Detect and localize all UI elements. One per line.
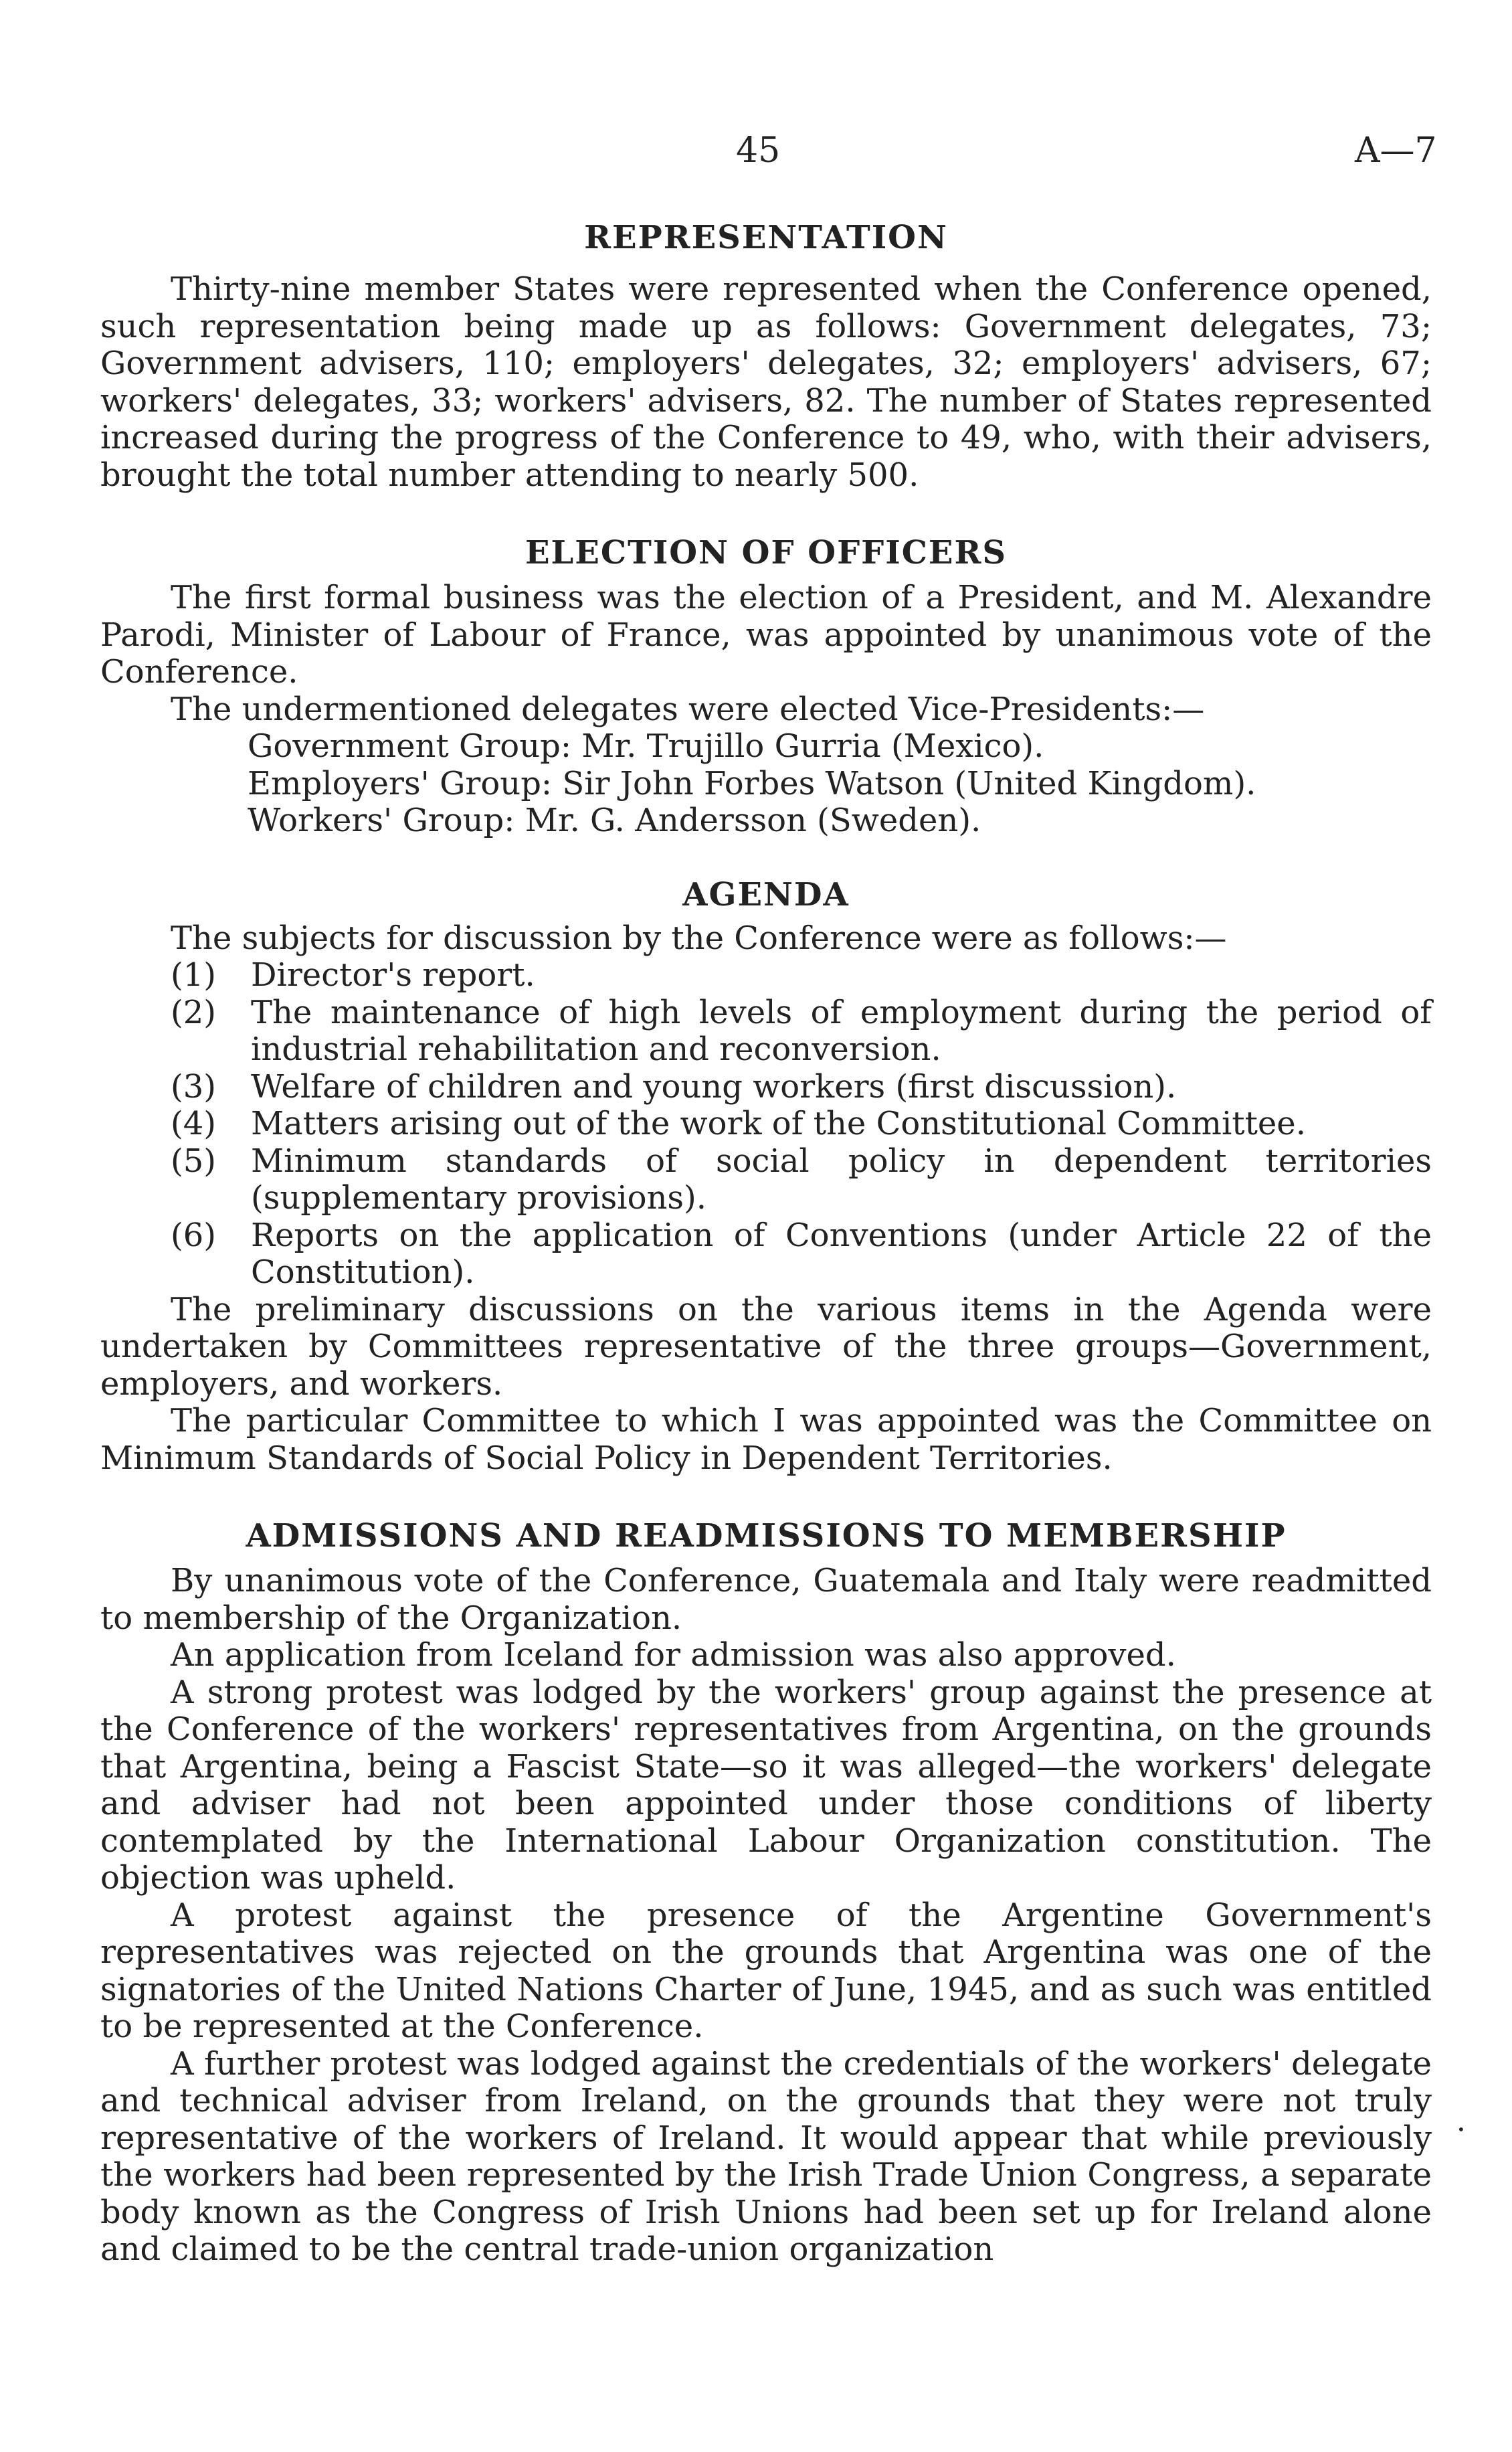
page-number: 45 — [736, 130, 781, 171]
agenda-item-number: (5) — [171, 1142, 216, 1180]
section-heading-representation: REPRESENTATION — [584, 219, 948, 256]
page-header — [0, 130, 1512, 177]
list-item — [171, 1217, 1432, 1292]
margin-mark: • — [1457, 2121, 1465, 2137]
vice-presidents-list — [248, 728, 1432, 840]
list-item: Employers' Group: Sir John Forbes Watson (United Kingdom). — [248, 764, 1256, 802]
list-item: Government Group: Mr. Trujillo Gurria (Mexico). — [248, 727, 1044, 765]
list-item — [171, 1106, 1432, 1143]
agenda-item-number: (2) — [171, 993, 216, 1031]
list-item — [171, 994, 1432, 1069]
agenda-item-text: Director's report. — [251, 956, 535, 994]
list-item: Workers' Group: Mr. G. Andersson (Sweden). — [248, 802, 981, 839]
agenda-item-number: (6) — [171, 1216, 216, 1254]
agenda-item-text: Reports on the application of Conventions (under Article 22 of the Constitution). — [251, 1216, 1432, 1291]
paragraph-admissions-2: An application from Iceland for admission was also approved. — [171, 1636, 1176, 1674]
paragraph-election-2: The undermentioned delegates were elected Vice-Presidents:— — [171, 690, 1205, 728]
paragraph-agenda-intro: The subjects for discussion by the Conference were as follows:— — [171, 919, 1227, 957]
list-item — [171, 1143, 1432, 1217]
agenda-item-text: Minimum standards of social policy in dependent territories (supplementary provisions). — [251, 1142, 1432, 1217]
document-reference: A—7 — [1355, 130, 1437, 171]
list-item — [171, 1069, 1432, 1106]
list-item — [171, 957, 1432, 994]
paragraph-admissions-4: A protest against the presence of the Argentine Government's representatives was rejected on the grounds that Argentina was one of the signatories of the United Nations Charter of June, 1945, and as such was entitled to be represented at the Conference. — [100, 1896, 1432, 2045]
agenda-item-text: The maintenance of high levels of employment during the period of industrial rehabilitation and reconversion. — [251, 993, 1432, 1068]
agenda-item-number: (3) — [171, 1067, 216, 1106]
paragraph-admissions-1: By unanimous vote of the Conference, Guatemala and Italy were readmitted to membership of the Organization. — [100, 1562, 1432, 1637]
paragraph-election-1: The first formal business was the election of a President, and M. Alexandre Parodi, Minister of Labour of France, was appointed by unanimous vote of the Conference. — [100, 579, 1432, 691]
paragraph-admissions-5: A further protest was lodged against the credentials of the workers' delegate and technical adviser from Ireland, on the grounds that they were not truly representative of the workers of Ireland. It would appear that while previously the workers had been represented by the Irish Trade Union Congress, a separate body known as the Congress of Irish Unions had been set up for Ireland alone and claimed to be the central trade-union organization — [100, 2044, 1432, 2268]
paragraph-admissions-3: A strong protest was lodged by the workers' group against the presence at the Conference of the workers' representatives from Argentina, on the grounds that Argentina, being a Fascist State—so it was alleged—the workers' delegate and adviser had not been appointed under those conditions of liberty contemplated by the International Labour Organization constitution. The objection was upheld. — [100, 1673, 1432, 1897]
paragraph-agenda-1: The preliminary discussions on the various items in the Agenda were undertaken by Committees representative of the three groups—Government, employers, and workers. — [100, 1290, 1432, 1403]
agenda-item-text: Matters arising out of the work of the Constitutional Committee. — [251, 1105, 1306, 1142]
agenda-list — [171, 957, 1432, 1292]
page-content — [100, 217, 1432, 2269]
agenda-item-number: (4) — [171, 1105, 216, 1142]
paragraph-representation: Thirty-nine member States were represented when the Conference opened, such representation being made up as follows: Government delegates, 73; Government advisers, 110; employers' delegates, 32; employers' advisers, 67; workers' delegates, 33; workers' advisers, 82. The number of States represented increased during the progress of the Conference to 49, who, with their advisers, brought the total number attending to nearly 500. — [100, 270, 1432, 494]
paragraph-agenda-2: The particular Committee to which I was appointed was the Committee on Minimum Standards of Social Policy in Dependent Territories. — [100, 1402, 1432, 1477]
agenda-item-number: (1) — [171, 956, 216, 994]
agenda-item-text: Welfare of children and young workers (first discussion). — [251, 1067, 1177, 1106]
section-heading-admissions: ADMISSIONS AND READMISSIONS TO MEMBERSHIP — [246, 1517, 1287, 1555]
section-heading-agenda: AGENDA — [682, 875, 850, 913]
section-heading-election: ELECTION OF OFFICERS — [525, 534, 1008, 572]
